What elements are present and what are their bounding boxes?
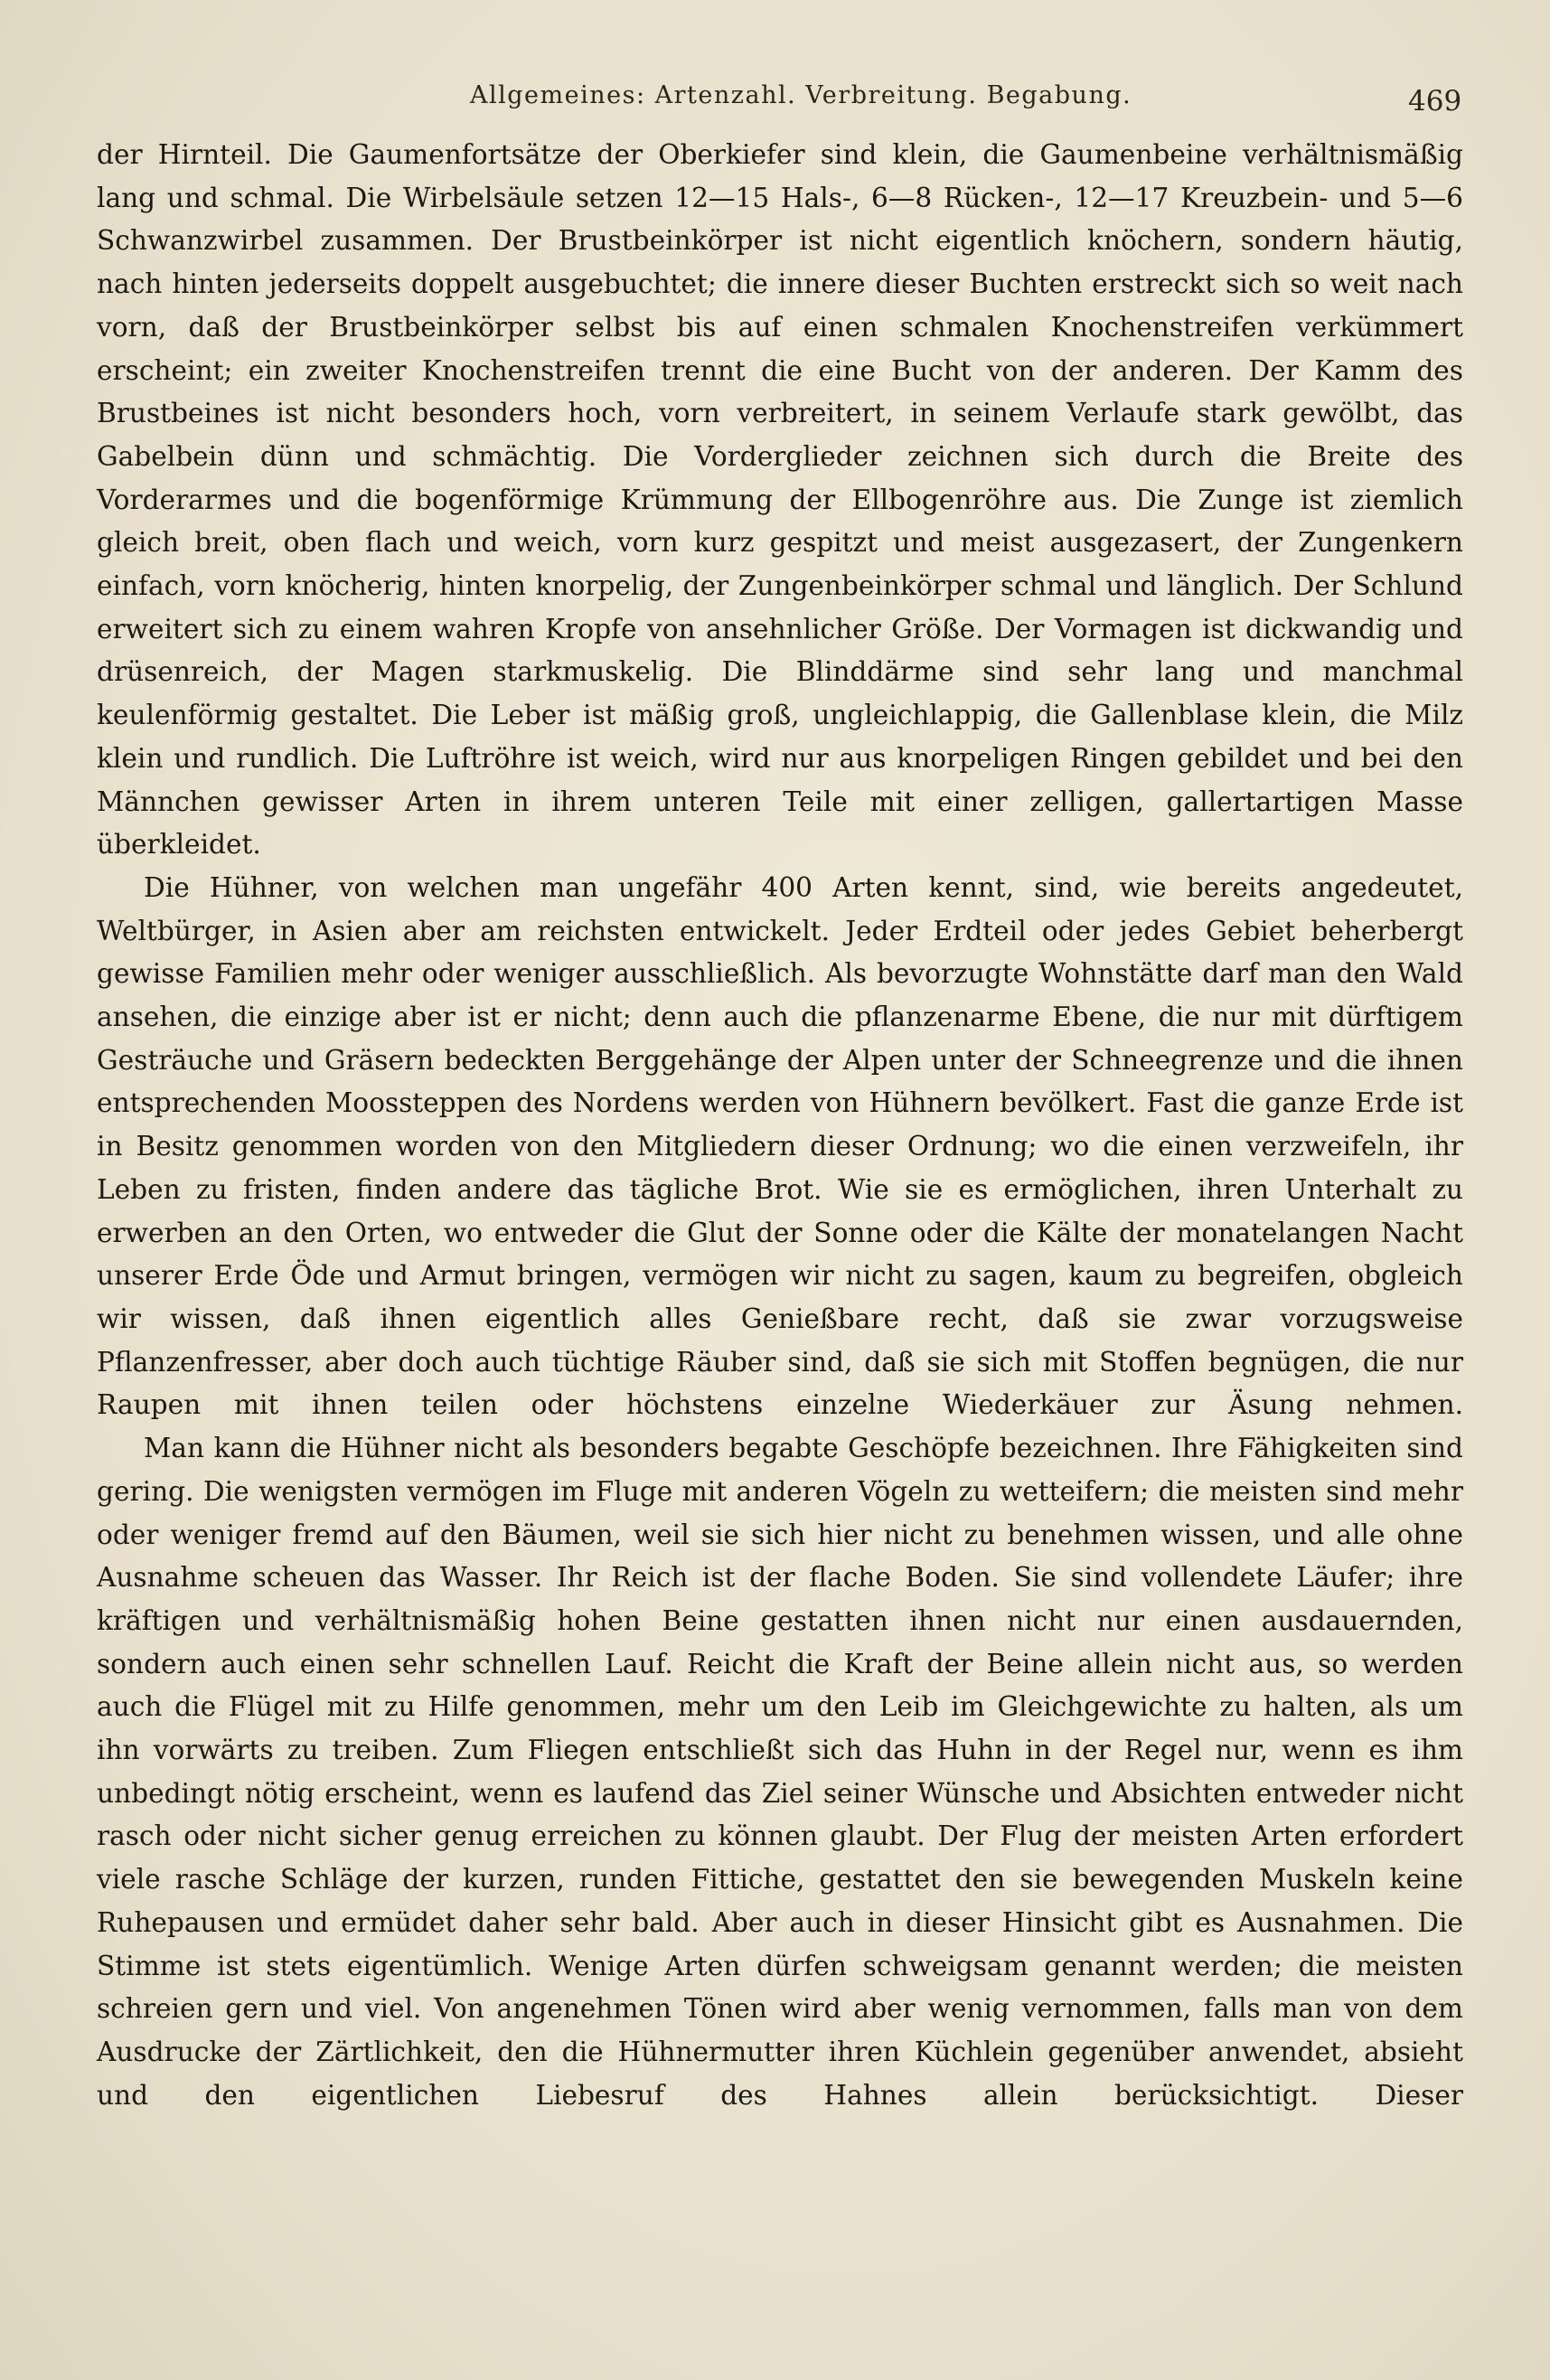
paragraph-distribution: Die Hühner, von welchen man ungefähr 400 Arten kennt, sind, wie bereits angedeutet, Weltbürger, in Asien aber am reichsten entwickelt. Jeder Erdteil oder jedes Gebiet beherbergt gewisse Familien mehr oder weniger ausschließlich. Als bevorzugte Wohnstätte darf man den Wald ansehen, die einzige aber ist er nicht; denn auch die pflanzenarme Ebene, die nur mit dürftigem Gesträuche und Gräsern bedeckten Berggehänge der Alpen unter der Schneegrenze und die ihnen entsprechenden Moossteppen des Nordens werden von Hühnern bevölkert. Fast die ganze Erde ist in Besitz genommen worden von den Mitgliedern dieser Ordnung; wo die einen verzweifeln, ihr Leben zu fristen, finden andere das tägliche Brot. Wie sie es ermöglichen, ihren Unterhalt zu erwerben an den Orten, wo entweder die Glut der Sonne oder die Kälte der monatelangen Nacht unserer Erde Öde und Armut bringen, vermögen wir nicht zu sagen, kaum zu begreifen, obgleich wir wissen, daß ihnen eigentlich alles Genießbare recht, daß sie zwar vorzugsweise Pflanzenfresser, aber doch auch tüchtige Räuber sind, daß sie sich mit Stoffen begnügen, die nur Raupen mit ihnen teilen oder höchstens einzelne Wiederkäuer zur Äsung nehmen. <box>97 871 1463 1421</box>
page-header <box>0 72 1550 127</box>
running-head: Allgemeines: Artenzahl. Verbreitung. Begabung. <box>470 81 1132 109</box>
page-number: 469 <box>1408 85 1462 118</box>
paragraph-anatomy: der Hirnteil. Die Gaumenfortsätze der Oberkiefer sind klein, die Gaumenbeine verhältnismäßig lang und schmal. Die Wirbelsäule setzen 12—15 Hals-, 6—8 Rücken-, 12—17 Kreuzbein- und 5—6 Schwanzwirbel zusammen. Der Brustbeinkörper ist nicht eigentlich knöchern, sondern häutig, nach hinten jederseits doppelt ausgebuchtet; die innere dieser Buchten erstreckt sich so weit nach vorn, daß der Brustbeinkörper selbst bis auf einen schmalen Knochenstreifen verkümmert erscheint; ein zweiter Knochenstreifen trennt die eine Bucht von der anderen. Der Kamm des Brustbeines ist nicht besonders hoch, vorn verbreitert, in seinem Verlaufe stark gewölbt, das Gabelbein dünn und schmächtig. Die Vorderglieder zeichnen sich durch die Breite des Vorderarmes und die bogenförmige Krümmung der Ellbogenröhre aus. Die Zunge ist ziemlich gleich breit, oben flach und weich, vorn kurz gespitzt und meist ausgezasert, der Zungenkern einfach, vorn knöcherig, hinten knorpelig, der Zungenbeinkörper schmal und länglich. Der Schlund erweitert sich zu einem wahren Kropfe von ansehnlicher Größe. Der Vormagen ist dickwandig und drüsenreich, der Magen starkmuskelig. Die Blinddärme sind sehr lang und manchmal keulenförmig gestaltet. Die Leber ist mäßig groß, ungleichlappig, die Gallenblase klein, die Milz klein und rundlich. Die Luftröhre ist weich, wird nur aus knorpeligen Ringen gebildet und bei den Männchen gewisser Arten in ihrem unteren Teile mit einer zelligen, gallertartigen Masse überkleidet. <box>97 139 1463 861</box>
body-text <box>97 134 1463 2117</box>
paragraph-abilities: Man kann die Hühner nicht als besonders begabte Geschöpfe bezeichnen. Ihre Fähigkeiten sind gering. Die wenigsten vermögen im Fluge mit anderen Vögeln zu wetteifern; die meisten sind mehr oder weniger fremd auf den Bäumen, weil sie sich hier nicht zu benehmen wissen, und alle ohne Ausnahme scheuen das Wasser. Ihr Reich ist der flache Boden. Sie sind vollendete Läufer; ihre kräftigen und verhältnismäßig hohen Beine gestatten ihnen nicht nur einen ausdauernden, sondern auch einen sehr schnellen Lauf. Reicht die Kraft der Beine allein nicht aus, so werden auch die Flügel mit zu Hilfe genommen, mehr um den Leib im Gleichgewichte zu halten, als um ihn vorwärts zu treiben. Zum Fliegen entschließt sich das Huhn in der Regel nur, wenn es ihm unbedingt nötig erscheint, wenn es laufend das Ziel seiner Wünsche und Absichten entweder nicht rasch oder nicht sicher genug erreichen zu können glaubt. Der Flug der meisten Arten erfordert viele rasche Schläge der kurzen, runden Fittiche, gestattet den sie bewegenden Muskeln keine Ruhepausen und ermüdet daher sehr bald. Aber auch in dieser Hinsicht gibt es Ausnahmen. Die Stimme ist stets eigentümlich. Wenige Arten dürfen schweigsam genannt werden; die meisten schreien gern und viel. Von angenehmen Tönen wird aber wenig vernommen, falls man von dem Ausdrucke der Zärtlichkeit, den die Hühnermutter ihren Küchlein gegenüber anwendet, absieht und den eigentlichen Liebesruf des Hahnes allein berücksichtigt. Dieser <box>97 1433 1463 2111</box>
